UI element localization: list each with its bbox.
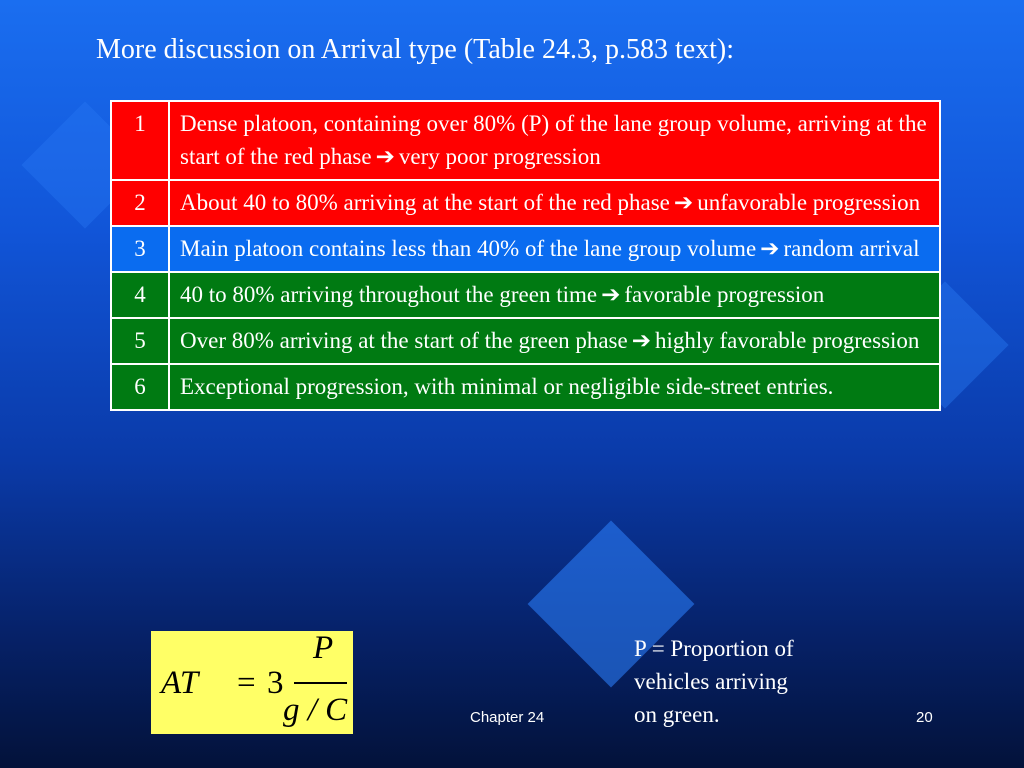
arrival-type-description [169,180,940,226]
formula-box [151,631,353,734]
table-row [111,226,940,272]
definition-line: vehicles arriving [634,669,788,694]
description-text: 40 to 80% arriving throughout the green time [180,282,598,307]
arrow-right-icon: ➔ [631,328,651,353]
description-text: About 40 to 80% arriving at the start of the red phase [180,190,670,215]
arrival-type-description [169,364,940,410]
footer-chapter: Chapter 24 [470,709,545,726]
footer-page-number: 20 [916,709,933,726]
description-text: Main platoon contains less than 40% of the lane group volume [180,236,757,261]
arrow-right-icon: ➔ [375,144,395,169]
arrival-type-number: 1 [111,101,169,180]
arrow-right-icon: ➔ [673,190,694,215]
formula-lhs: AT [161,665,199,701]
definition-line: on green. [634,702,720,727]
definition-text [634,632,794,731]
description-text: Exceptional progression, with minimal or negligible side-street entries. [180,374,834,399]
table-row [111,101,940,180]
progression-result: very poor progression [398,144,601,169]
arrival-type-number: 6 [111,364,169,410]
arrow-right-icon: ➔ [601,282,621,307]
progression-result: highly favorable progression [654,328,920,353]
arrival-type-description [169,272,940,318]
arrival-type-number: 2 [111,180,169,226]
arrival-type-table [110,100,941,411]
table-row [111,364,940,410]
formula-coefficient: 3 [267,665,284,701]
progression-result: favorable progression [624,282,825,307]
formula-equals: = [237,665,256,701]
formula-numerator: P [313,630,334,666]
formula-denominator: g / C [283,692,348,728]
slide-title: More discussion on Arrival type (Table 24.3, p.583 text): [96,34,735,65]
description-text: Over 80% arriving at the start of the green phase [180,328,628,353]
arrival-type-description [169,318,940,364]
arrow-right-icon: ➔ [760,236,780,261]
definition-line: P = Proportion of [634,636,794,661]
table-row [111,318,940,364]
arrival-type-description [169,101,940,180]
table-row [111,180,940,226]
progression-result: random arrival [783,236,920,261]
formula-fraction-bar [294,682,347,684]
arrival-type-description [169,226,940,272]
arrival-type-number: 5 [111,318,169,364]
description-text: Dense platoon, containing over 80% (P) of the lane group volume, arriving at the start of the red phase [180,111,927,169]
progression-result: unfavorable progression [697,190,921,215]
arrival-type-number: 4 [111,272,169,318]
table-row [111,272,940,318]
arrival-type-number: 3 [111,226,169,272]
